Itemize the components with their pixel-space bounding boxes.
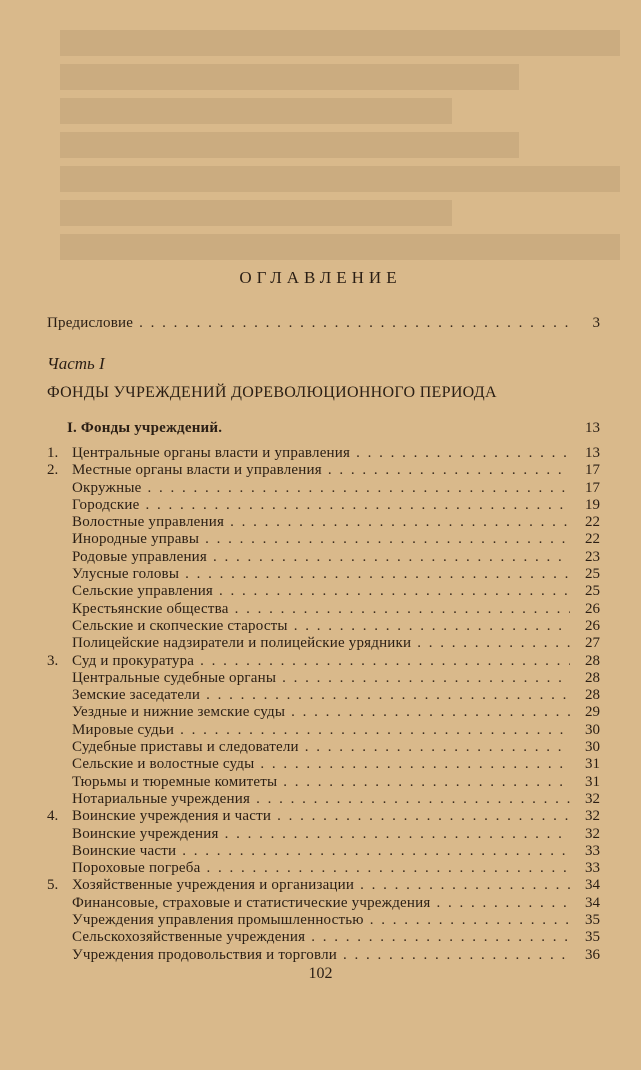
toc-entry-page: 34 [585, 894, 600, 911]
toc-entry-label: Земские заседатели [72, 687, 201, 704]
toc-entry-label: Хозяйственные учреждения и организации [72, 877, 355, 894]
leader-dots [343, 947, 570, 964]
show-through-text [60, 30, 620, 270]
toc-entry [47, 791, 600, 808]
preface-label: Предисловие [47, 315, 134, 331]
toc-preface [47, 315, 600, 332]
toc-entry [47, 618, 600, 635]
toc-entries [47, 445, 600, 964]
leader-dots [230, 514, 570, 531]
leader-dots [360, 877, 570, 894]
toc-entry-label: Уездные и нижние земские суды [72, 704, 286, 721]
toc-entry-page: 33 [585, 860, 600, 877]
toc-entry [47, 480, 600, 497]
toc-entry [47, 739, 600, 756]
toc-entry-label: Тюрьмы и тюремные комитеты [72, 773, 278, 790]
toc-entry-page: 35 [585, 912, 600, 929]
leader-dots [145, 497, 570, 514]
leader-dots [436, 895, 570, 912]
toc-entry [47, 722, 600, 739]
toc-entry [47, 583, 600, 600]
toc-entry [47, 929, 600, 946]
toc-entry [47, 566, 600, 583]
toc-entry [47, 549, 600, 566]
toc-entry-page: 23 [585, 548, 600, 565]
toc-entry-label: Сельские и волостные суды [72, 756, 255, 773]
toc-entry [47, 687, 600, 704]
toc-entry-page: 28 [585, 687, 600, 704]
toc-entry [47, 756, 600, 773]
toc-entry-label: Городские [72, 496, 140, 513]
toc-entry-page: 35 [585, 929, 600, 946]
toc-entry-page: 22 [585, 531, 600, 548]
leader-dots [283, 774, 570, 791]
toc-entry-label: Инородные управы [72, 531, 200, 548]
leader-dots [356, 445, 570, 462]
toc-entry-label: Окружные [72, 479, 142, 496]
leader-dots [305, 739, 570, 756]
leader-dots [213, 549, 570, 566]
leader-dots [370, 912, 570, 929]
part-label: Часть I [47, 354, 105, 373]
leader-dots [282, 670, 570, 687]
toc-entry-page: 32 [585, 790, 600, 807]
toc-entry-page: 30 [585, 721, 600, 738]
toc-entry [47, 912, 600, 929]
toc-section-heading [67, 420, 600, 437]
toc-entry [47, 947, 600, 964]
toc-entry-label: Учреждения управления промышленностью [72, 912, 364, 929]
toc-entry [47, 895, 600, 912]
toc-entry [47, 531, 600, 548]
leader-dots [185, 566, 570, 583]
leader-dots [311, 929, 570, 946]
leader-dots [277, 808, 570, 825]
leader-dots [291, 704, 570, 721]
toc-entry-page: 33 [585, 842, 600, 859]
toc-entry-label: Нотариальные учреждения [72, 790, 251, 807]
toc-entry-number: 1. [47, 445, 59, 461]
contents-title: ОГЛАВЛЕНИЕ [239, 268, 402, 287]
toc-entry [47, 462, 600, 479]
toc-entry-number: 2. [47, 462, 59, 479]
toc-entry [47, 704, 600, 721]
toc-entry-page: 36 [585, 946, 600, 963]
leader-dots [260, 756, 570, 773]
toc-entry-page: 31 [585, 773, 600, 790]
toc-entry [47, 653, 600, 670]
toc-entry-label: Родовые управления [72, 548, 208, 565]
toc-entry [47, 826, 600, 843]
leader-dots [206, 860, 570, 877]
leader-dots [417, 635, 570, 652]
toc-entry-page: 22 [585, 514, 600, 531]
toc-entry-label: Улусные головы [72, 566, 180, 583]
toc-entry-label: Сельские управления [72, 583, 214, 600]
toc-entry-label: Воинские учреждения и части [72, 808, 272, 825]
toc-entry [47, 808, 600, 825]
section-label: I. Фонды учреждений. [67, 420, 223, 436]
toc-entry-page: 32 [585, 808, 600, 825]
toc-entry-number: 4. [47, 808, 59, 825]
toc-entry-page: 17 [585, 462, 600, 479]
toc-entry [47, 774, 600, 791]
leader-dots [139, 315, 570, 332]
toc-entry [47, 514, 600, 531]
toc-entry [47, 843, 600, 860]
toc-entry-number: 5. [47, 877, 59, 894]
toc-entry-label: Суд и прокуратура [72, 652, 195, 669]
leader-dots [294, 618, 570, 635]
toc-entry-label: Пороховые погреба [72, 860, 201, 877]
toc-entry-label: Полицейские надзиратели и полицейские урядники [72, 635, 412, 652]
leader-dots [200, 653, 570, 670]
toc-entry-page: 26 [585, 617, 600, 634]
toc-entry-page: 27 [585, 635, 600, 652]
leader-dots [180, 722, 570, 739]
toc-entry-page: 29 [585, 704, 600, 721]
leader-dots [328, 462, 570, 479]
toc-entry [47, 445, 600, 462]
toc-entry-page: 25 [585, 583, 600, 600]
toc-entry-label: Воинские части [72, 842, 177, 859]
leader-dots [182, 843, 570, 860]
leader-dots [206, 687, 570, 704]
toc-entry-label: Сельскохозяйственные учреждения [72, 929, 306, 946]
toc-entry-label: Центральные судебные органы [72, 669, 277, 686]
part-title: ФОНДЫ УЧРЕЖДЕНИЙ ДОРЕВОЛЮЦИОННОГО ПЕРИОДА [47, 384, 497, 401]
toc-entry-label: Центральные органы власти и управления [72, 445, 351, 461]
leader-dots [219, 583, 570, 600]
toc-entry-page: 26 [585, 600, 600, 617]
toc-entry [47, 860, 600, 877]
toc-entry-page: 28 [585, 652, 600, 669]
toc-entry-label: Крестьянские общества [72, 600, 229, 617]
toc-entry [47, 670, 600, 687]
toc-entry-label: Финансовые, страховые и статистические учреждения [72, 894, 431, 911]
toc-entry-label: Волостные управления [72, 514, 225, 531]
toc-entry-page: 34 [585, 877, 600, 894]
toc-entry-page: 30 [585, 739, 600, 756]
toc-entry-page: 19 [585, 496, 600, 513]
leader-dots [235, 601, 570, 618]
toc-entry-page: 13 [585, 445, 600, 461]
toc-entry-page: 32 [585, 825, 600, 842]
toc-entry [47, 877, 600, 894]
toc-entry-label: Местные органы власти и управления [72, 462, 322, 479]
leader-dots [256, 791, 570, 808]
preface-page: 3 [592, 315, 600, 331]
toc-entry-label: Учреждения продовольствия и торговли [72, 946, 337, 963]
toc-entry-page: 31 [585, 756, 600, 773]
page-number: 102 [308, 965, 333, 982]
toc-entry-label: Судебные приставы и следователи [72, 739, 299, 756]
toc-entry-page: 17 [585, 479, 600, 496]
leader-dots [147, 480, 570, 497]
toc-entry-label: Сельские и скопческие старосты [72, 617, 288, 634]
toc-entry [47, 497, 600, 514]
toc-entry-page: 25 [585, 566, 600, 583]
section-page: 13 [585, 420, 600, 436]
toc-entry [47, 601, 600, 618]
toc-entry [47, 635, 600, 652]
toc-entry-label: Мировые судьи [72, 721, 175, 738]
toc-entry-number: 3. [47, 652, 59, 669]
toc-entry-label: Воинские учреждения [72, 825, 219, 842]
toc-entry-page: 28 [585, 669, 600, 686]
leader-dots [225, 826, 570, 843]
leader-dots [205, 531, 570, 548]
